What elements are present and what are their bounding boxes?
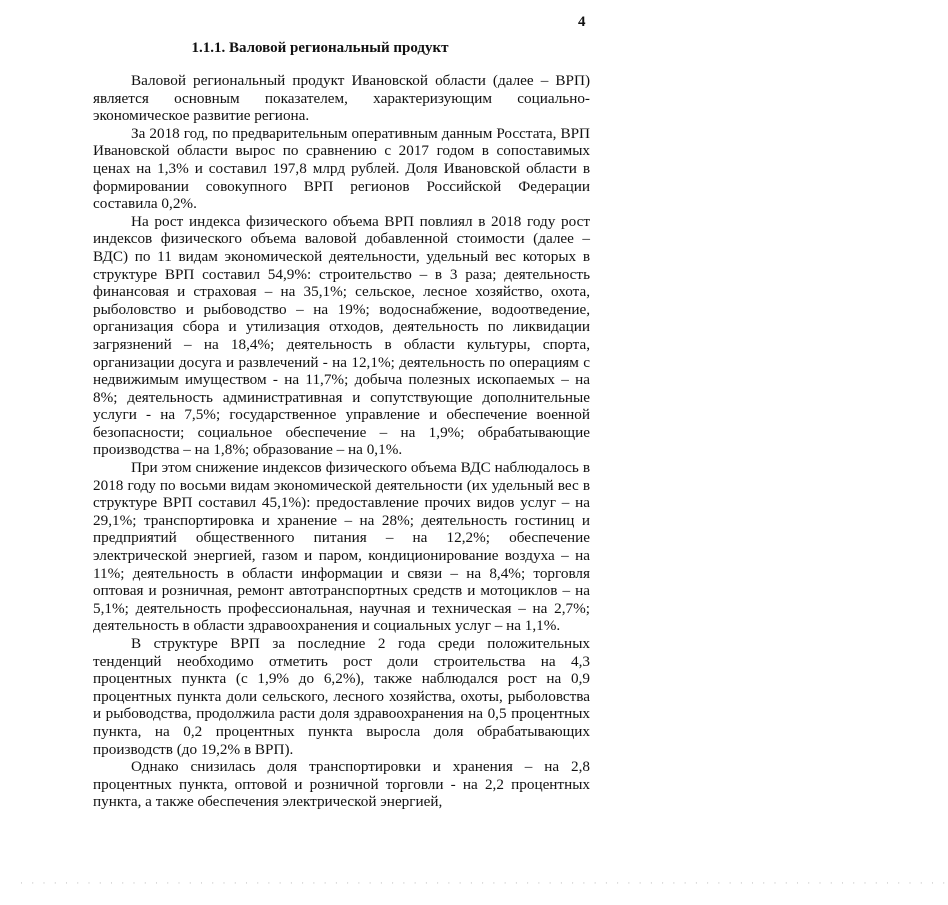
body-text	[93, 72, 590, 811]
section-heading: 1.1.1. Валовой региональный продукт	[191, 40, 449, 56]
paragraph-structure-negative: Однако снизилась доля транспортировки и хранения – на 2,8 процентных пункта, оптовой и розничной торговли - на 2,2 процентных пункта, а также обеспечения электрической энергией,	[93, 758, 590, 811]
paragraph-grp-2018-growth: За 2018 год, по предварительным оперативным данным Росстата, ВРП Ивановской области вырос по сравнению с 2017 годом в сопоставимых ценах на 1,3% и составил 197,8 млрд рублей. Доля Ивановской области в формировании совокупного ВРП регионов Российской Федерации составила 0,2%.	[93, 124, 590, 213]
paragraph-grp-intro: Валовой региональный продукт Ивановской области (далее – ВРП) является основным показателем, характеризующим социально-экономическое развитие региона.	[93, 72, 590, 125]
paragraph-decline-industries: При этом снижение индексов физического объема ВДС наблюдалось в 2018 году по восьми видам экономической деятельности (их удельный вес в структуре ВРП составил 45,1%): предоставление прочих видов услуг – на 29,1%; транспортировка и хранение – на 28%; деятельность гостиниц и предприятий общественного питания – на 12,2%; обеспечение электрической энергией, газом и паром, кондиционирование воздуха – на 11%; деятельность в области информации и связи – на 8,4%; торговля оптовая и розничная, ремонт автотранспортных средств и мотоциклов – на 5,1%; деятельность профессиональная, научная и техническая – на 2,7%; деятельность в области здравоохранения и социальных услуг – на 1,1%.	[93, 459, 590, 635]
paragraph-growth-industries: На рост индекса физического объема ВРП повлиял в 2018 году рост индексов физического объема валовой добавленной стоимости (далее – ВДС) по 11 видам экономической деятельности, удельный вес которых в структуре ВРП составил 54,9%: строительство – в 3 раза; деятельность финансовая и страховая – на 35,1%; сельское, лесное хозяйство, охота, рыболовство и рыбоводство – на 19%; водоснабжение, водоотведение, организация сбора и утилизация отходов, деятельность по ликвидации загрязнений – на 18,4%; деятельность в области культуры, спорта, организации досуга и развлечений - на 12,1%; деятельность по операциям с недвижимым имуществом - на 11,7%; добыча полезных ископаемых – на 8%; деятельность административная и сопутствующие дополнительные услуги - на 7,5%; государственное управление и обеспечение военной безопасности; социальное обеспечение – на 1,9%; обрабатывающие производства – на 1,8%; образование – на 0,1%.	[93, 212, 590, 459]
scan-artifact-dots: · · · · · · · · · · · · · · · · · · · · · · · · · · · · · · · · · · · · · · · · · · · · · · · · · · · · · · · · · · · · · · · · · · · · · · · · · · · · · · · · · · ·	[20, 878, 948, 888]
paragraph-structure-positive: В структуре ВРП за последние 2 года среди положительных тенденций необходимо отметить рост доли строительства на 4,3 процентных пункта (с 1,9% до 6,2%), также наблюдался рост на 0,9 процентных пункта доли сельского, лесного хозяйства, охоты, рыболовства и рыбоводства, продолжила расти доля здравоохранения на 0,5 процентных пункта, на 0,2 процентных пункта выросла доля обрабатывающих производств (до 19,2% в ВРП).	[93, 635, 590, 758]
page-number: 4	[578, 14, 586, 30]
